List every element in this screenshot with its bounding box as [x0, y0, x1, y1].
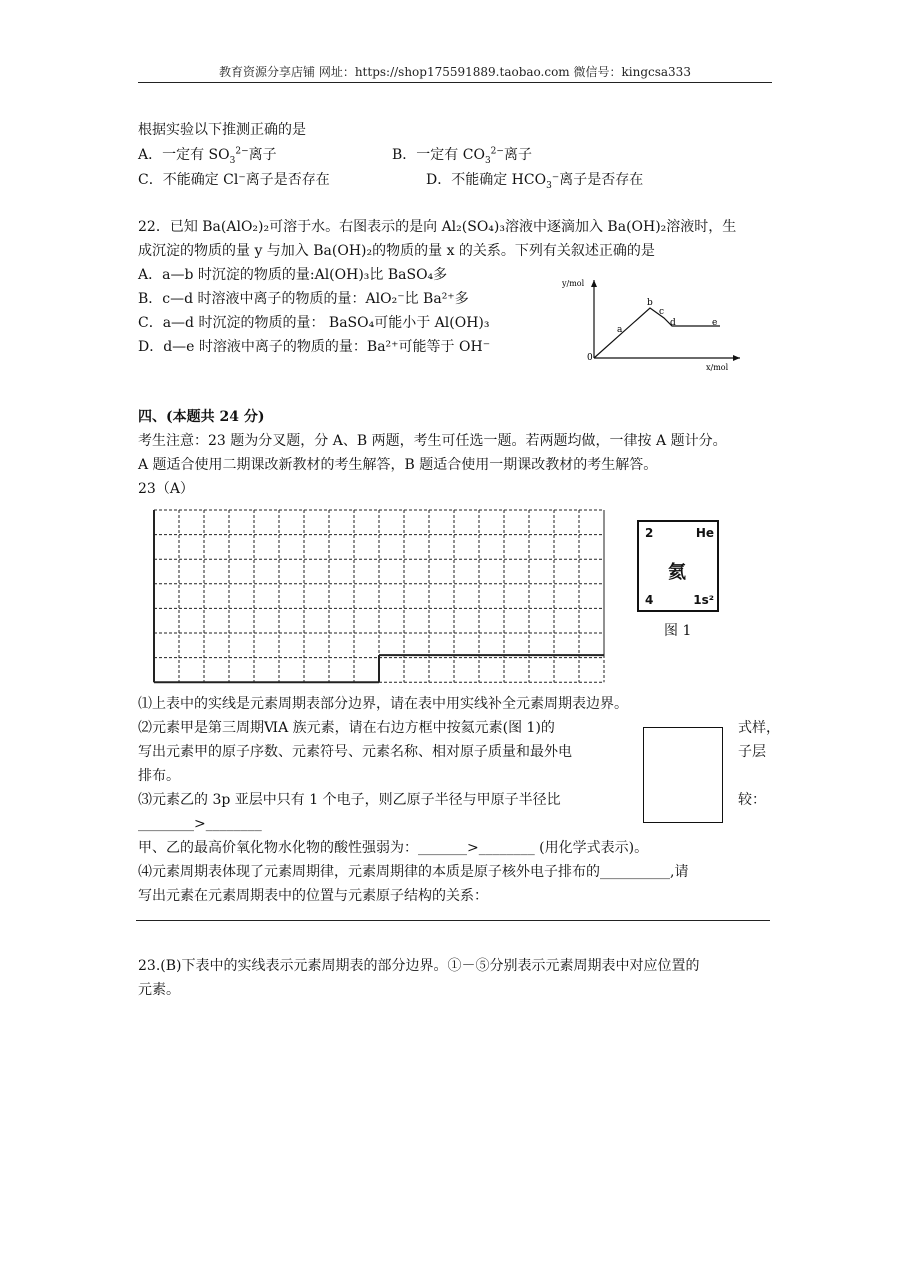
q21-option-c: C．不能确定 Cl⁻离子是否存在	[138, 172, 330, 188]
q23a-part4-line2: 写出元素在元素周期表中的位置与元素原子结构的关系：	[138, 888, 488, 904]
page-header: 教育资源分享店铺 网址：https://shop175591889.taobao.com 微信号：kingcsa333	[138, 64, 772, 83]
atomic-mass: 4	[645, 593, 654, 607]
q23a-part1: ⑴上表中的实线是元素周期表部分边界，请在表中用实线补全元素周期表边界。	[138, 696, 628, 712]
q23a-part3-blanks[interactable]: ________>________	[138, 816, 262, 832]
q23b-line2: 元素。	[138, 982, 180, 998]
graph-xlabel: x/mol	[706, 363, 729, 372]
q22-stem-line2: 成沉淀的物质的量 y 与加入 Ba(OH)₂的物质的量 x 的关系。下列有关叙述正确的是	[138, 243, 655, 259]
helium-element-card	[637, 520, 719, 612]
q23a-part2-line1-tail: 式样，	[738, 720, 780, 736]
q23a-part3-line1: ⑶元素乙的 3p 亚层中只有 1 个电子，则乙原子半径与甲原子半径比	[138, 792, 561, 808]
point-d-label: d	[670, 318, 676, 328]
q23a-part2-line2: 写出元素甲的原子序数、元素符号、元素名称、相对原子质量和最外电	[138, 744, 572, 760]
element-name: 氦	[668, 562, 686, 583]
point-a-label: a	[617, 325, 623, 335]
q22-option-a: A．a—b 时沉淀的物质的量:Al(OH)₃比 BaSO₄多	[138, 267, 448, 283]
q23a-label: 23（A）	[138, 481, 194, 497]
section-note-2: A 题适合使用二期课改新教材的考生解答，B 题适合使用一期课改教材的考生解答。	[138, 457, 658, 473]
q23a-part3-acidity: 甲、乙的最高价氧化物水化物的酸性强弱为：_______>________ (用化学式表示)。	[138, 840, 649, 856]
q21-option-d: D．不能确定 $HCO_3^-$离子是否存在	[426, 172, 644, 191]
graph-origin: 0	[587, 353, 593, 363]
q21-option-a: A．一定有 $SO_3^{2-}$离子	[138, 146, 277, 166]
q23a-part2-line3: 排布。	[138, 768, 180, 784]
point-e-label: e	[712, 318, 718, 328]
atomic-number: 2	[645, 526, 654, 540]
point-c-label: c	[659, 307, 665, 317]
answer-line[interactable]	[136, 920, 770, 921]
q21-option-b: B．一定有 $CO_3^{2-}$离子	[392, 146, 532, 166]
element-answer-box[interactable]	[643, 727, 723, 823]
x-axis-arrow	[733, 355, 740, 361]
q22-option-b: B．c—d 时溶液中离子的物质的量：AlO₂⁻比 Ba²⁺多	[138, 291, 469, 307]
section-title: 四、(本题共 24 分)	[138, 409, 265, 425]
graph-ylabel: y/mol	[562, 279, 585, 288]
q22-option-d: D．d—e 时溶液中离子的物质的量：Ba²⁺可能等于 OH⁻	[138, 339, 491, 355]
point-b-label: b	[647, 298, 653, 308]
q23a-part2-line1: ⑵元素甲是第三周期ⅥA 族元素，请在右边方框中按氦元素(图 1)的	[138, 720, 555, 736]
figure-1-caption: 图 1	[664, 623, 692, 639]
q22-stem-line1: 22．已知 Ba(AlO₂)₂可溶于水。右图表示的是向 Al₂(SO₄)₃溶液中逐滴加入 Ba(OH)₂溶液时，生	[138, 219, 737, 235]
q22-option-c: C．a—d 时沉淀的物质的量： BaSO₄可能小于 Al(OH)₃	[138, 315, 490, 331]
q23a-part4-line1: ⑷元素周期表体现了元素周期律，元素周期律的本质是原子核外电子排布的__________,请	[138, 864, 689, 880]
q23a-part3-line1-tail: 较：	[738, 792, 766, 808]
section-note-1: 考生注意：23 题为分叉题，分 A、B 两题，考生可任选一题。若两题均做，一律按 A 题计分。	[138, 433, 727, 449]
periodic-table-grid	[152, 508, 608, 686]
q23a-part2-line2-tail: 子层	[738, 744, 766, 760]
q23b-line1: 23.(B)下表中的实线表示元素周期表的部分边界。①－⑤分别表示元素周期表中对应位置的	[138, 958, 700, 974]
y-axis-arrow	[591, 280, 597, 287]
q22-graph	[560, 274, 750, 378]
element-symbol: He	[695, 526, 714, 540]
q21-lead: 根据实验以下推测正确的是	[138, 122, 306, 138]
q22-curve	[594, 308, 720, 358]
electron-config: 1s²	[693, 593, 714, 607]
